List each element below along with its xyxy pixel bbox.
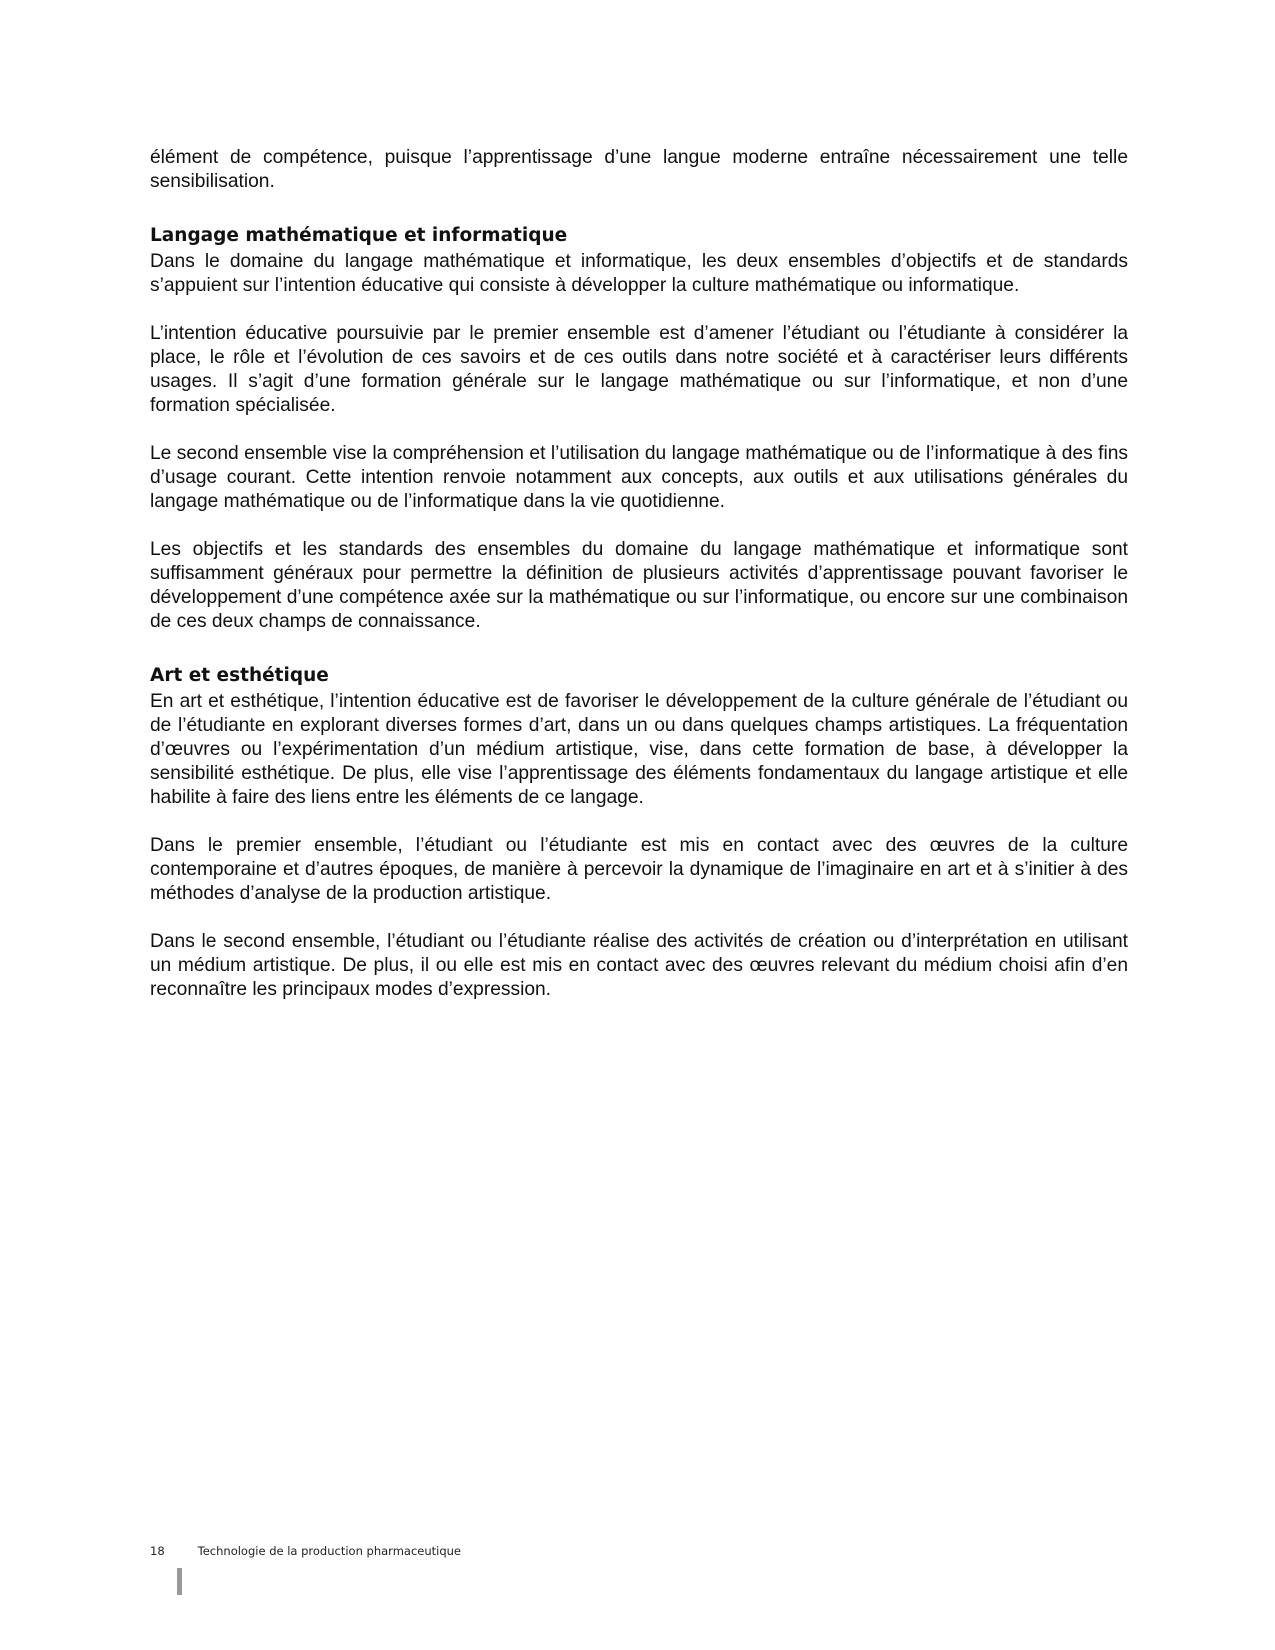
section-heading-art: Art et esthétique [150, 665, 329, 686]
paragraph-art-1: En art et esthétique, l’intention éducative est de favoriser le développement de la culture générale de l’étudiant ou de l’étudiante en explorant diverses formes d’art, dans un ou dans quelques champs artistiques. La fréquentation d’œuvres ou l’expérimentation d’un médium artistique, vise, dans cette formation de base, à développer la sensibilité esthétique. De plus, elle vise l’apprentissage des éléments fondamentaux du langage artistique et elle habilite à faire des liens entre les éléments de ce langage. [150, 691, 1128, 808]
paragraph-art-2: Dans le premier ensemble, l’étudiant ou l’étudiante est mis en contact avec des œuvres de la culture contemporaine et d’autres époques, de manière à percevoir la dynamique de l’imaginaire en art et à s’initier à des méthodes d’analyse de la production artistique. [150, 835, 1128, 904]
footer-title: Technologie de la production pharmaceutique [197, 1544, 461, 1558]
section-heading-math: Langage mathématique et informatique [150, 225, 568, 246]
paragraph-math-1: Dans le domaine du langage mathématique et informatique, les deux ensembles d’objectifs et de standards s’appuient sur l’intention éducative qui consiste à développer la culture mathématique ou informatique. [150, 251, 1128, 296]
paragraph-math-2: L’intention éducative poursuivie par le premier ensemble est d’amener l’étudiant ou l’étudiante à considérer la place, le rôle et l’évolution de ces savoirs et de ces outils dans notre société et à caractériser leurs différents usages. Il s’agit d’une formation générale sur le langage mathématique ou sur l’informatique, et non d’une formation spécialisée. [150, 323, 1128, 416]
paragraph-math-3: Le second ensemble vise la compréhension et l’utilisation du langage mathématique ou de l’informatique à des fins d’usage courant. Cette intention renvoie notamment aux concepts, aux outils et aux utilisations générales du langage mathématique ou de l’informatique dans la vie quotidienne. [150, 443, 1128, 512]
footer-bar-decoration [177, 1568, 182, 1595]
paragraph-intro: élément de compétence, puisque l’apprentissage d’une langue moderne entraîne nécessairement une telle sensibilisation. [150, 147, 1128, 192]
paragraph-math-4: Les objectifs et les standards des ensembles du domaine du langage mathématique et informatique sont suffisamment généraux pour permettre la définition de plusieurs activités d’apprentissage pouvant favoriser le développement d’une compétence axée sur la mathématique ou sur l’informatique, ou encore sur une combinaison de ces deux champs de connaissance. [150, 539, 1128, 632]
page-footer [150, 1544, 461, 1558]
page-content [150, 146, 1128, 1026]
paragraph-art-3: Dans le second ensemble, l’étudiant ou l’étudiante réalise des activités de création ou d’interprétation en utilisant un médium artistique. De plus, il ou elle est mis en contact avec des œuvres relevant du médium choisi afin d’en reconnaître les principaux modes d’expression. [150, 931, 1128, 1000]
page-number: 18 [150, 1544, 165, 1558]
